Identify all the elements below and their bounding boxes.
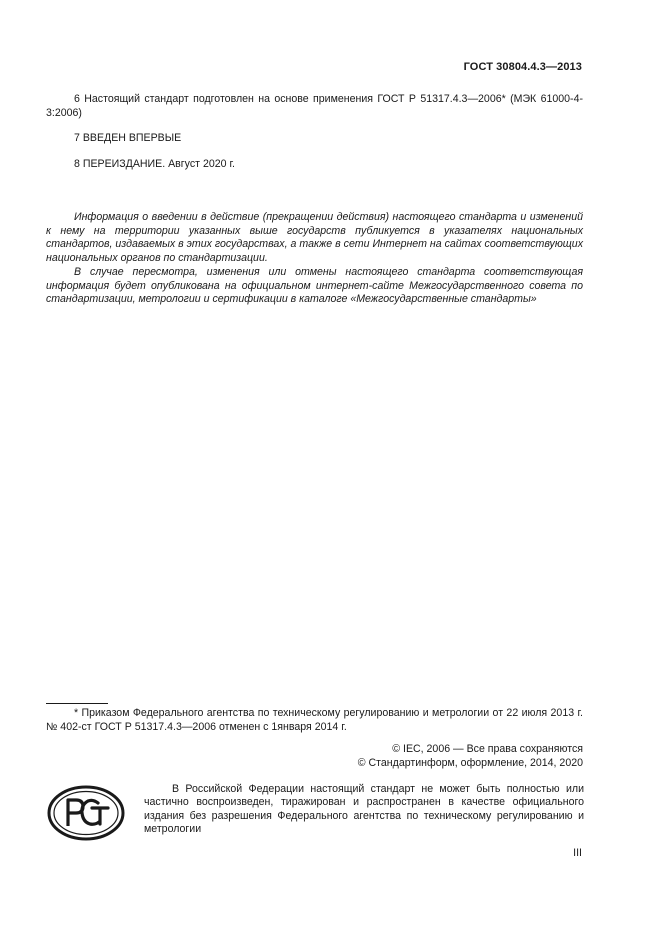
page-number: III — [573, 847, 582, 859]
copyright-standartinform: © Стандартинформ, оформление, 2014, 2020 — [357, 757, 583, 769]
section-6-paragraph: 6 Настоящий стандарт подготовлен на основе применения ГОСТ Р 51317.4.3—2006* (МЭК 61000-4-3:2006) — [46, 93, 583, 119]
footnote-divider — [46, 703, 108, 704]
info-paragraph-revision: В случае пересмотра, изменения или отмены настоящего стандарта соответствующая информация будет опубликована на официальном интернет-сайте Межгосударственного совета по стандартизации, метрологии и сертификации в каталоге «Межгосударственные стандарты» — [46, 266, 583, 306]
rst-certification-mark-icon — [46, 784, 126, 842]
copyright-iec: © IEC, 2006 — Все права сохраняются — [392, 743, 583, 755]
section-7-paragraph: 7 ВВЕДЕН ВПЕРВЫЕ — [74, 132, 182, 144]
info-paragraph-introduction: Информация о введении в действие (прекращении действия) настоящего стандарта и изменений к нему на территории указанных выше государств публикуется в указателях национальных стандартов, издаваемых в этих государствах, а также в сети Интернет на сайтах соответствующих национальных органов по стандартизации. — [46, 211, 583, 264]
reproduction-notice: В Российской Федерации настоящий стандарт не может быть полностью или частично воспроизведен, тиражирован и распространен в качестве официального издания без разрешения Федерального агентства по техническому регулированию и метрологии — [144, 783, 584, 836]
document-code-header: ГОСТ 30804.4.3—2013 — [463, 61, 582, 73]
section-8-paragraph: 8 ПЕРЕИЗДАНИЕ. Август 2020 г. — [74, 158, 235, 170]
footnote-text: * Приказом Федерального агентства по техническому регулированию и метрологии от 22 июля 2013 г. № 402-ст ГОСТ Р 51317.4.3—2006 отменен с 1января 2014 г. — [46, 707, 583, 733]
